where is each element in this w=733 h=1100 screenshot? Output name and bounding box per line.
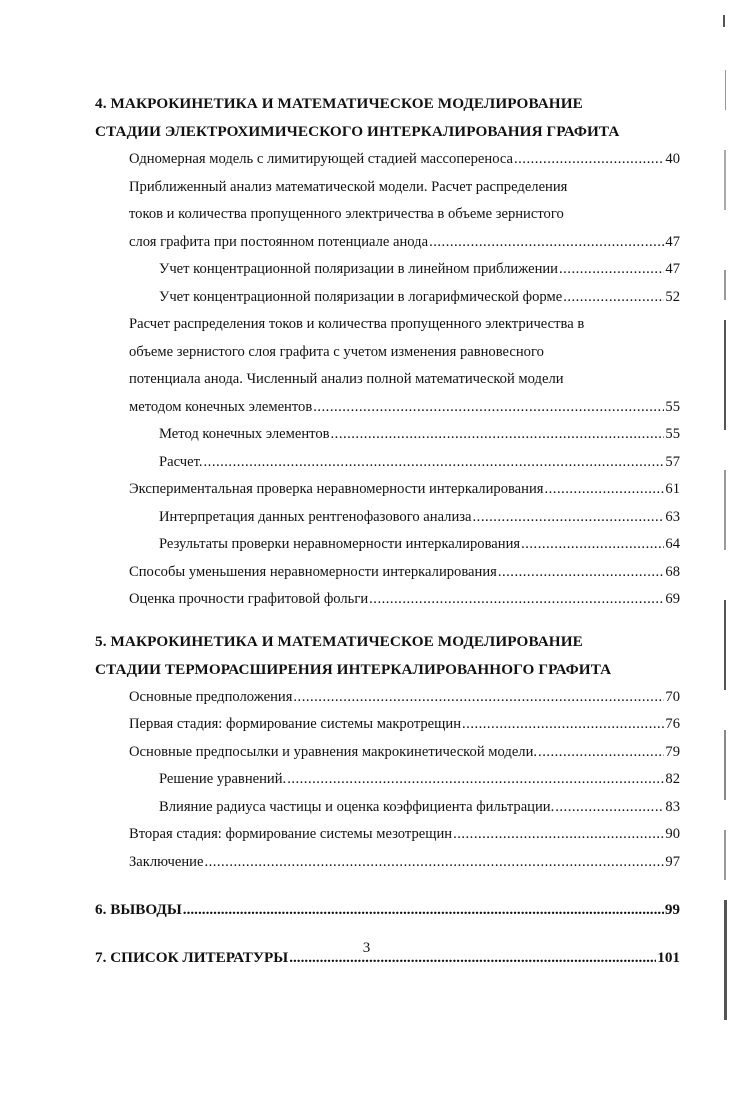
entry-page-number: 61 <box>665 481 680 497</box>
entry-text: Решение уравнений. <box>159 771 287 787</box>
toc-entry[interactable] <box>95 504 680 532</box>
entry-text: Учет концентрационной поляризации в линейном приближении <box>159 261 558 277</box>
entry-text: Расчет. <box>159 453 203 470</box>
toc-entry[interactable] <box>95 421 680 449</box>
toc-entry[interactable] <box>95 531 680 559</box>
dot-leader <box>559 256 664 284</box>
dot-leader <box>287 766 664 794</box>
dot-leader <box>555 794 664 822</box>
dot-leader <box>563 284 664 312</box>
entry-text: Оценка прочности графитовой фольги <box>129 591 369 607</box>
chapter-title-line: СТАДИИ ЭЛЕКТРОХИМИЧЕСКОГО ИНТЕРКАЛИРОВАНИЯ ГРАФИТА <box>95 123 620 140</box>
chapter-title-line: 5. МАКРОКИНЕТИКА И МАТЕМАТИЧЕСКОЕ МОДЕЛИРОВАНИЕ <box>95 632 583 650</box>
toc-entry[interactable] <box>95 174 680 257</box>
entry-text-line: Приближенный анализ математической модели. Расчет распределения <box>129 178 568 195</box>
entry-text: Метод конечных элементов <box>159 426 330 442</box>
entry-page-number: 76 <box>665 716 680 732</box>
dot-leader <box>331 421 665 449</box>
table-of-contents <box>95 90 680 972</box>
entry-page-number: 55 <box>665 426 680 442</box>
entry-page-number: 47 <box>665 261 680 277</box>
entry-page-number: 40 <box>665 151 680 167</box>
chapter-4 <box>95 90 680 614</box>
entry-text: методом конечных элементов <box>129 398 313 415</box>
entry-page-number: 83 <box>665 798 680 815</box>
entry-text: Заключение <box>129 853 204 870</box>
entry-page-number: 82 <box>665 771 680 787</box>
dot-leader <box>369 586 664 614</box>
entry-text: Учет концентрационной поляризации в логарифмической форме <box>159 288 563 305</box>
dot-leader <box>545 476 665 504</box>
entry-page-number: 47 <box>665 233 680 250</box>
dot-leader <box>462 711 664 739</box>
entry-text-line: токов и количества пропущенного электричества в объеме зернистого <box>129 206 564 222</box>
entry-text: Экспериментальная проверка неравномерности интеркалирования <box>129 481 544 497</box>
toc-entry[interactable] <box>95 739 680 767</box>
dot-leader <box>204 449 665 477</box>
chapter-page-number: 99 <box>664 901 680 918</box>
dot-leader <box>313 394 664 422</box>
entry-page-number: 52 <box>665 288 680 305</box>
dot-leader <box>293 684 664 712</box>
page-number: 3 <box>362 940 371 956</box>
toc-entry[interactable] <box>95 684 680 712</box>
entry-page-number: 57 <box>665 453 680 470</box>
chapter-title-line: 4. МАКРОКИНЕТИКА И МАТЕМАТИЧЕСКОЕ МОДЕЛИРОВАНИЕ <box>95 95 583 112</box>
entry-page-number: 79 <box>665 743 680 760</box>
entry-text: Результаты проверки неравномерности интеркалирования <box>159 536 521 552</box>
entry-page-number: 90 <box>665 826 680 842</box>
entry-text: Влияние радиуса частицы и оценка коэффициента фильтрации. <box>159 798 555 815</box>
entry-page-number: 97 <box>665 853 680 870</box>
dot-leader <box>498 559 665 587</box>
dot-leader <box>514 146 664 174</box>
entry-page-number: 70 <box>665 688 680 705</box>
chapter-title-line: СТАДИИ ТЕРМОРАСШИРЕНИЯ ИНТЕРКАЛИРОВАННОГО ГРАФИТА <box>95 660 612 678</box>
chapter-title: 7. СПИСОК ЛИТЕРАТУРЫ <box>95 949 289 966</box>
toc-entry[interactable] <box>95 449 680 477</box>
entry-page-number: 69 <box>665 591 680 607</box>
entry-text: Вторая стадия: формирование системы мезотрещин <box>129 826 453 842</box>
dot-leader <box>183 896 664 924</box>
chapter-6[interactable] <box>95 896 680 924</box>
toc-entry[interactable] <box>95 821 680 849</box>
dot-leader <box>538 739 664 767</box>
chapter-page-number: 101 <box>657 949 680 966</box>
toc-entry[interactable] <box>95 766 680 794</box>
toc-entry[interactable] <box>95 284 680 312</box>
entry-page-number: 63 <box>665 508 680 525</box>
toc-entry[interactable] <box>95 256 680 284</box>
entry-text: Основные предположения <box>129 688 293 705</box>
entry-text: Интерпретация данных рентгенофазового анализа <box>159 508 472 525</box>
entry-page-number: 55 <box>665 398 680 415</box>
dot-leader <box>429 229 664 257</box>
entry-text: Первая стадия: формирование системы макротрещин <box>129 716 462 732</box>
toc-entry[interactable] <box>95 794 680 822</box>
toc-entry[interactable] <box>95 311 680 421</box>
entry-page-number: 68 <box>665 563 680 580</box>
toc-entry[interactable] <box>95 476 680 504</box>
dot-leader <box>453 821 664 849</box>
toc-entry[interactable] <box>95 586 680 614</box>
chapter-title: 6. ВЫВОДЫ <box>95 901 182 918</box>
entry-text-line: потенциала анода. Численный анализ полной математической модели <box>129 371 564 387</box>
toc-entry[interactable] <box>95 146 680 174</box>
entry-page-number: 64 <box>665 536 680 552</box>
entry-text: слоя графита при постоянном потенциале анода <box>129 233 429 250</box>
entry-text: Основные предпосылки и уравнения макрокинетической модели. <box>129 743 538 760</box>
dot-leader <box>473 504 665 532</box>
toc-entry[interactable] <box>95 711 680 739</box>
dot-leader <box>521 531 664 559</box>
dot-leader <box>204 849 664 877</box>
entry-text-line: Расчет распределения токов и количества пропущенного электричества в <box>129 316 585 332</box>
scan-edge-artifacts <box>717 0 731 1100</box>
entry-text: Одномерная модель с лимитирующей стадией массопереноса <box>129 151 513 167</box>
entry-text-line: объеме зернистого слоя графита с учетом изменения равновесного <box>129 343 544 360</box>
toc-entry[interactable] <box>95 559 680 587</box>
chapter-5 <box>95 628 680 877</box>
toc-entry[interactable] <box>95 849 680 877</box>
entry-text: Способы уменьшения неравномерности интеркалирования <box>129 563 497 580</box>
